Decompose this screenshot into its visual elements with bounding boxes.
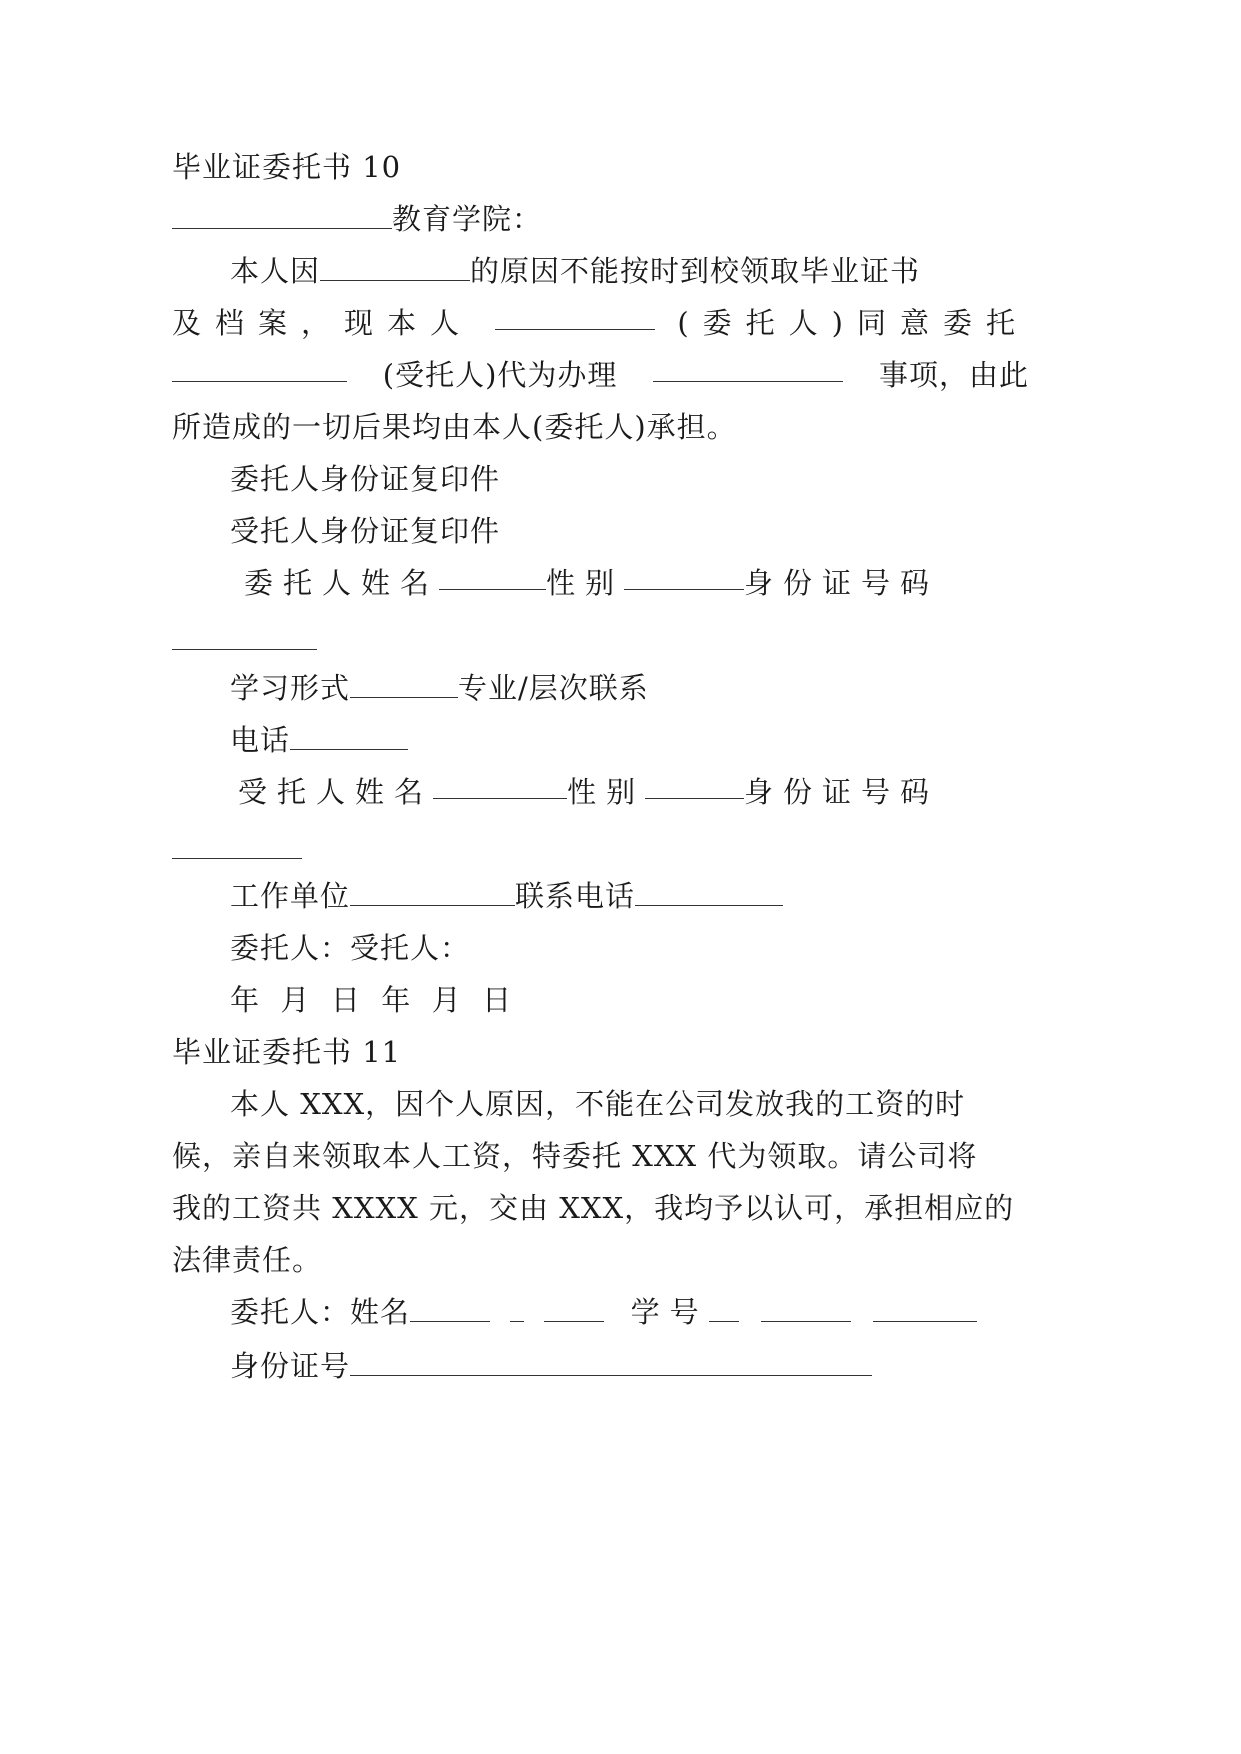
label-trustee-name: 受托人姓名 — [238, 775, 434, 809]
salary-line-4: 法律责任。 — [172, 1243, 323, 1277]
school-suffix: 教育学院： — [392, 202, 543, 236]
blank-contact — [635, 879, 783, 906]
text-p3a: (受托人)代为办理 — [382, 358, 618, 392]
sign-id-line — [230, 1346, 872, 1386]
blank-work — [350, 879, 515, 906]
signature-line: 委托人：受托人： — [230, 931, 471, 965]
label-contact: 联系电话 — [515, 879, 636, 913]
blank-study-form — [350, 671, 458, 698]
para-line-3 — [172, 355, 1029, 395]
attachment-1: 委托人身份证复印件 — [230, 462, 501, 496]
date-line: 年 月 日 年 月 日 — [230, 983, 513, 1017]
blank-phone — [290, 723, 408, 750]
label-study-form: 学习形式 — [230, 671, 351, 705]
sign-name-line — [230, 1292, 977, 1332]
blank-trustee-id — [172, 832, 302, 859]
label-entruster-name-2: 委托人：姓名 — [230, 1295, 411, 1329]
blank-entruster-sex — [624, 563, 744, 590]
blank-reason — [320, 254, 470, 281]
text-p2a: 及档案，现本人 — [172, 306, 474, 340]
section-title-11: 毕业证委托书 11 — [172, 1035, 402, 1069]
work-line — [230, 876, 783, 916]
entruster-id-blank-line — [172, 620, 317, 660]
blank-matter — [653, 355, 843, 382]
trustee-id-blank-line — [172, 829, 302, 869]
blank-trustee — [172, 355, 347, 382]
blank-school — [172, 202, 392, 229]
blank-xuehao-c — [873, 1295, 977, 1322]
blank-xuehao-a — [709, 1295, 739, 1322]
attachment-2: 受托人身份证复印件 — [230, 514, 501, 548]
text-p1a: 本人因 — [230, 254, 321, 288]
school-line — [172, 199, 542, 239]
para-line-4: 所造成的一切后果均由本人(委托人)承担。 — [172, 410, 737, 444]
text-p1b: 的原因不能按时到校领取毕业证书 — [470, 254, 921, 288]
label-trustee-sex: 性别 — [567, 775, 646, 809]
study-line — [230, 668, 649, 708]
salary-line-3: 我的工资共 XXXX 元，交由 XXX，我均予以认可，承担相应的 — [172, 1191, 1015, 1225]
label-work: 工作单位 — [230, 879, 351, 913]
blank-name-a — [410, 1295, 490, 1322]
section-title-10: 毕业证委托书 10 — [172, 150, 402, 184]
blank-entruster-name — [439, 563, 546, 590]
text-p2b: (委托人)同意委托 — [677, 306, 1029, 340]
label-phone: 电话 — [230, 723, 291, 757]
entruster-info-line — [244, 563, 939, 603]
label-entruster-sex: 性别 — [546, 566, 625, 600]
phone-line — [230, 720, 408, 760]
label-id-no: 身份证号 — [230, 1349, 351, 1383]
text-p3b: 事项，由此 — [878, 358, 1029, 392]
salary-line-2: 候，亲自来领取本人工资，特委托 XXX 代为领取。请公司将 — [172, 1139, 978, 1173]
blank-trustee-sex — [645, 772, 744, 799]
blank-entruster-id — [172, 623, 317, 650]
blank-name-c — [544, 1295, 604, 1322]
trustee-info-line — [238, 772, 939, 812]
salary-line-1: 本人 XXX，因个人原因，不能在公司发放我的工资的时 — [230, 1087, 966, 1121]
label-trustee-id: 身份证号码 — [743, 775, 939, 809]
blank-name-b — [510, 1295, 524, 1322]
blank-trustee-name — [433, 772, 567, 799]
blank-id-no — [350, 1349, 872, 1376]
para-line-1 — [230, 251, 920, 291]
label-student-no: 学号 — [630, 1295, 709, 1329]
label-major: 专业/层次联系 — [458, 671, 649, 705]
blank-entruster — [495, 303, 655, 330]
label-entruster-name: 委托人姓名 — [244, 566, 440, 600]
blank-xuehao-b — [761, 1295, 851, 1322]
label-entruster-id: 身份证号码 — [743, 566, 939, 600]
para-line-2 — [172, 303, 1029, 343]
